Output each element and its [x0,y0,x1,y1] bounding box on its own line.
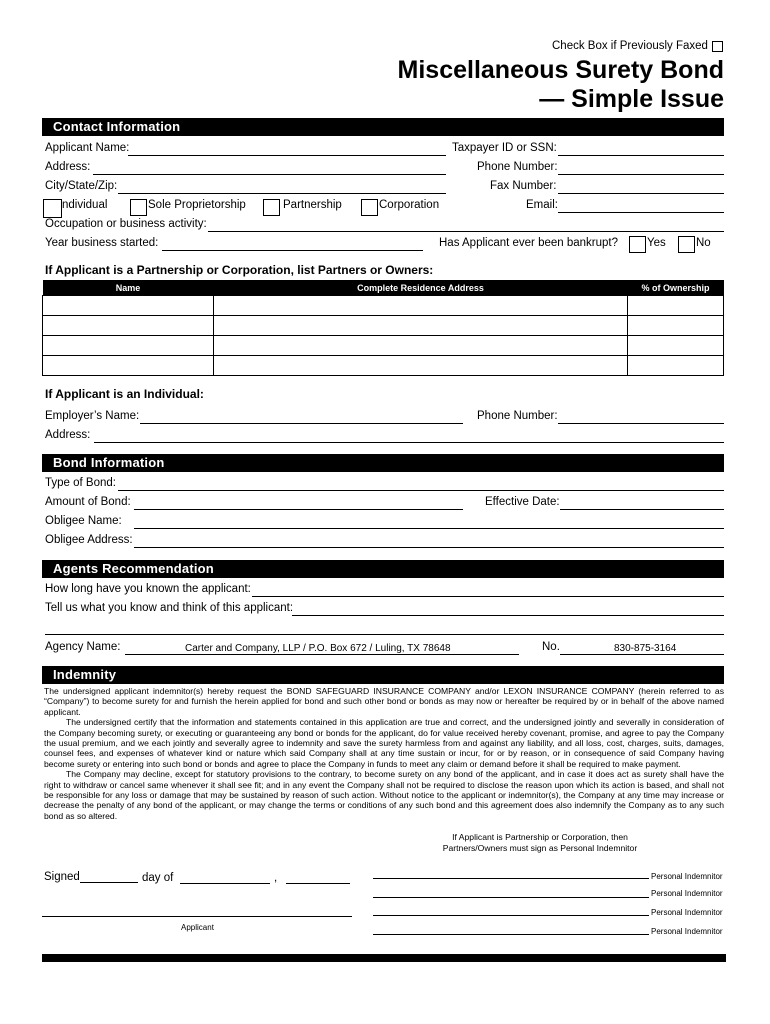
effective-date-label: Effective Date: [485,496,560,508]
personal-indemnitor-4-field[interactable] [373,934,649,935]
address-field[interactable] [93,174,446,175]
agency-name-value: Carter and Company, LLP / P.O. Box 672 / Luling, TX 78648 [185,643,451,654]
sole-proprietorship-label: Sole Proprietorship [148,199,246,211]
agency-number-value: 830-875-3164 [614,643,677,654]
bond-type-label: Type of Bond: [45,477,116,489]
agents-section-header [42,560,724,578]
partners-col-name: Name [43,280,214,296]
indemnity-paragraph-2: The undersigned certify that the information and statements contained in this application are true and correct, and the undersigned jointly and severally in consideration of the Company becoming surety, or executing or guaranteeing any bond or bonds for the applicant, do for value received hereby covenant, promise, and agree to pay the Company the usual premium, and we each jointly and severally agree to indemnity and save the surety harmless from and against any liability, and all loss, cost, charges, suits, damages, counsel fees, and expenses of whatever kind or nature which said Company shall at any time sustain or incur, for or by reason, or in consequence of said Company having become surety or entering into such bond or bonds and agree to place the Company in funds to meet any claim or demand before it shall be required to make payment. [44,717,724,769]
bond-section-header [42,454,724,472]
bankrupt-yes-checkbox[interactable] [629,236,646,253]
contact-section-title: Contact Information [53,119,181,134]
bankrupt-no-checkbox[interactable] [678,236,695,253]
bond-type-field[interactable] [118,490,724,491]
applicant-name-label: Applicant Name: [45,142,130,154]
tell-us-field[interactable] [292,615,724,616]
city-label: City/State/Zip: [45,180,118,192]
table-cell[interactable] [214,316,628,336]
taxpayer-field[interactable] [558,155,724,156]
individual-phone-label: Phone Number: [477,410,558,422]
indemnity-paragraph-1: The undersigned applicant indemnitor(s) hereby request the BOND SAFEGUARD INSURANCE COMPANY and/or LEXON INSURANCE COMPANY (herein referred to as “Company”) to become surety for and furnish the herein applied for bond and such other bond or bonds as may now or hereafter be required by or in behalf of the above named applicant. [44,686,724,717]
applicant-signature-field[interactable] [42,916,352,917]
bankrupt-no-label: No [696,237,711,249]
partners-col-address: Complete Residence Address [214,280,628,296]
obligee-name-label: Obligee Name: [45,515,122,527]
partners-col-ownership: % of Ownership [628,280,724,296]
fax-label: Fax Number: [490,180,557,192]
table-cell[interactable] [43,336,214,356]
phone-field[interactable] [558,174,724,175]
table-cell[interactable] [43,316,214,336]
table-cell[interactable] [43,356,214,376]
day-of-label: day of [142,872,174,884]
agency-number-field[interactable] [560,654,724,655]
corporation-label: Corporation [379,199,440,211]
personal-indemnitor-1-label: Personal Indemnitor [651,872,723,881]
how-long-label: How long have you known the applicant: [45,583,251,595]
personal-indemnitor-3-label: Personal Indemnitor [651,908,723,917]
table-row [43,356,724,376]
applicant-signature-label: Applicant [181,923,214,932]
agency-number-label: No. [542,641,560,653]
individual-heading: If Applicant is an Individual: [45,387,204,401]
bankrupt-label: Has Applicant ever been bankrupt? [439,237,619,249]
applicant-name-field[interactable] [128,155,446,156]
city-field[interactable] [118,193,446,194]
email-label: Email: [526,199,558,211]
signed-year-field[interactable] [286,883,350,884]
indemnity-paragraph-3: The Company may decline, except for statutory provisions to the contrary, to become surety on any bond of the applicant, and in case it does act as surety shall have the right to withdraw or cancel same whenever it shall see fit; and in any event the Company shall not be required to disclose the reason upon which its action is based, and shall not be responsible for any loss or damage that may be sustained by reason of such action. Without notice to the applicant or indemnitor(s), the Company at any time may increase or decrease the penalty of any bond of the applicant, or may change the terms or conditions of any such bond and this agreement does also indemnify the Company as to any such bond as so altered. [44,769,724,821]
obligee-address-field[interactable] [134,547,724,548]
agency-name-label: Agency Name: [45,641,121,653]
table-cell[interactable] [628,356,724,376]
table-cell[interactable] [628,336,724,356]
year-started-label: Year business started: [45,237,159,249]
phone-label: Phone Number: [477,161,558,173]
signed-month-field[interactable] [180,883,270,884]
table-cell[interactable] [628,296,724,316]
personal-indemnitor-2-label: Personal Indemnitor [651,889,723,898]
sole-proprietorship-checkbox[interactable] [130,199,147,216]
agents-section-title: Agents Recommendation [53,561,214,576]
table-row [43,336,724,356]
personal-indemnitor-2-field[interactable] [373,897,649,898]
partnership-label: Partnership [283,199,342,211]
bond-section-title: Bond Information [53,455,165,470]
indemnitor-note-line-1: If Applicant is Partnership or Corporation, then [452,832,628,842]
date-comma: , [274,872,278,884]
personal-indemnitor-4-label: Personal Indemnitor [651,927,723,936]
signed-label: Signed [44,871,80,883]
bankrupt-yes-label: Yes [647,237,666,249]
individual-phone-field[interactable] [558,423,724,424]
personal-indemnitor-3-field[interactable] [373,915,649,916]
employer-label: Employer’s Name: [45,410,140,422]
indemnitor-note-line-2: Partners/Owners must sign as Personal Indemnitor [442,842,638,853]
table-row [43,316,724,336]
table-cell[interactable] [214,356,628,376]
agency-name-field[interactable] [125,654,519,655]
how-long-field[interactable] [252,596,724,597]
email-field[interactable] [558,212,724,213]
partnership-checkbox[interactable] [263,199,280,216]
indemnity-section-title: Indemnity [53,667,117,682]
table-cell[interactable] [43,296,214,316]
signed-day-field[interactable] [80,882,138,883]
faxed-checkbox[interactable] [712,41,723,52]
table-cell[interactable] [214,336,628,356]
partners-header-row [43,280,724,296]
partners-heading: If Applicant is a Partnership or Corporation, list Partners or Owners: [45,263,434,277]
obligee-name-field[interactable] [134,528,724,529]
fax-field[interactable] [558,193,724,194]
indemnity-section-header [42,666,724,684]
indemnity-text [44,686,724,821]
corporation-checkbox[interactable] [361,199,378,216]
bond-amount-label: Amount of Bond: [45,496,131,508]
tell-us-field-continued[interactable] [45,634,724,635]
individual-checkbox[interactable] [43,199,62,218]
obligee-address-label: Obligee Address: [45,534,133,546]
occupation-label: Occupation or business activity: [45,218,207,230]
page-subtitle: — Simple Issue [539,85,724,113]
tell-us-label: Tell us what you know and think of this applicant: [45,602,294,614]
footer-rule [42,954,726,962]
employer-field[interactable] [140,423,463,424]
year-started-field[interactable] [162,250,423,251]
page-title: Miscellaneous Surety Bond [397,56,724,84]
bond-amount-field[interactable] [134,509,463,510]
individual-address-field[interactable] [94,442,724,443]
individual-address-label: Address: [45,429,91,441]
taxpayer-label: Taxpayer ID or SSN: [452,142,557,154]
table-cell[interactable] [628,316,724,336]
effective-date-field[interactable] [560,509,724,510]
indemnitor-note [440,832,640,853]
partners-table [42,280,724,376]
individual-label: ndividual [62,199,108,211]
personal-indemnitor-1-field[interactable] [373,878,649,879]
contact-section-header [42,118,724,136]
table-row [43,296,724,316]
table-cell[interactable] [214,296,628,316]
address-label: Address: [45,161,91,173]
faxed-checkbox-label: Check Box if Previously Faxed [552,40,708,52]
occupation-field[interactable] [208,231,724,232]
